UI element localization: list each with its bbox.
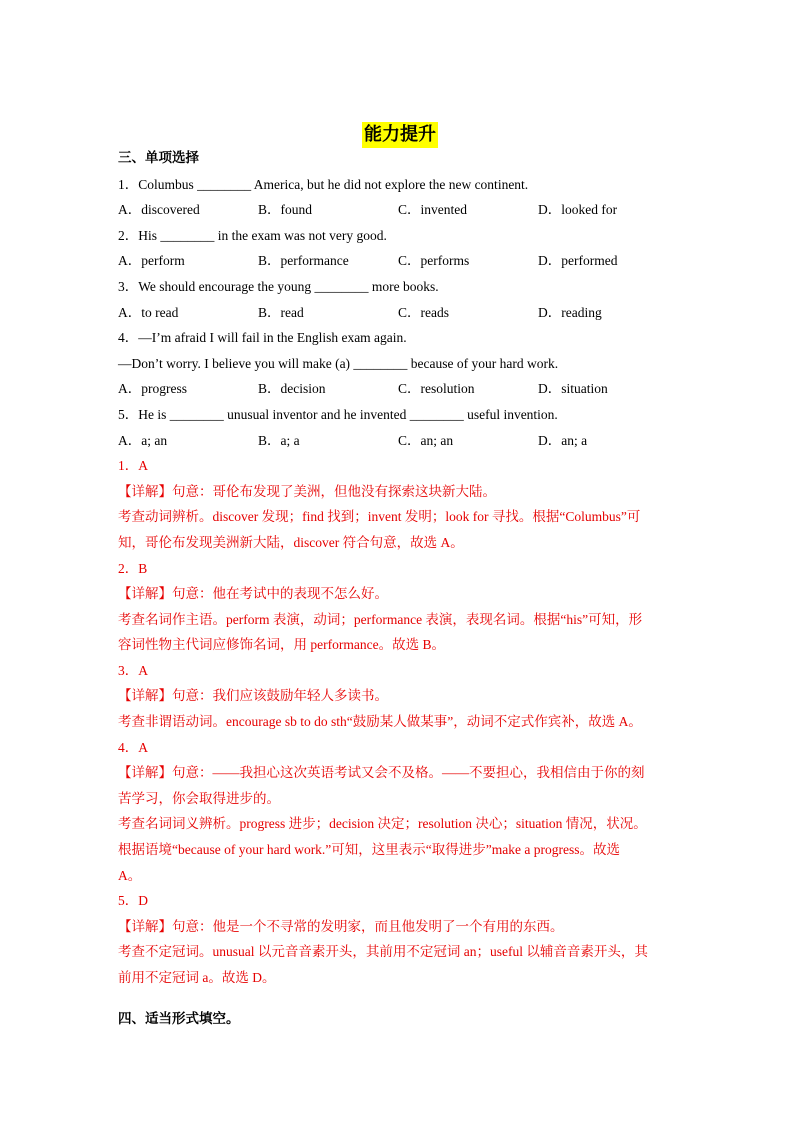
content [118, 146, 688, 991]
option-d: D．performed [538, 253, 618, 269]
answer-explanation: 【详解】句意：哥伦布发现了美洲，但他没有探索这块新大陆。 [118, 483, 496, 499]
answer-3 [118, 658, 688, 735]
option-b: B．a; a [258, 432, 300, 448]
answer-section [118, 453, 688, 990]
option-c: C．an; an [398, 432, 454, 448]
option-c: C．performs [398, 253, 470, 269]
option-c: C．resolution [398, 381, 475, 397]
answer-2 [118, 556, 688, 658]
option-a: A．perform [118, 253, 185, 269]
answer-explanation: A。 [118, 867, 142, 883]
answer-explanation: 考查名词词义辨析。progress 进步；decision 决定；resolution 决心；situation 情况，状况。 [118, 816, 647, 832]
answer-4 [118, 735, 688, 889]
title-wrap [0, 122, 800, 148]
answer-1 [118, 453, 688, 555]
question-text: 1．Columbus ________ America, but he did not explore the new continent. [118, 176, 529, 192]
answer-explanation: 前用不定冠词 a。故选 D。 [118, 970, 276, 985]
answer-explanation: 考查不定冠词。unusual 以元音音素开头，其前用不定冠词 an；useful 以辅音音素开头，其 [118, 944, 648, 960]
option-b: B．found [258, 202, 312, 218]
option-c: C．invented [398, 202, 467, 218]
question-options [118, 428, 688, 454]
option-c: C．reads [398, 304, 449, 320]
section-heading-4: 四、适当形式填空。 [118, 1011, 240, 1027]
option-d: D．looked for [538, 202, 618, 218]
question-1 [118, 172, 688, 223]
question-2 [118, 223, 688, 274]
answer-explanation: 【详解】句意：我们应该鼓励年轻人多读书。 [118, 688, 388, 704]
question-3 [118, 274, 688, 325]
question-text: 5．He is ________ unusual inventor and he invented ________ useful invention. [118, 406, 558, 422]
question-text: 3．We should encourage the young ________ more books. [118, 278, 439, 294]
answer-key: 4．A [118, 739, 148, 755]
option-d: D．an; a [538, 432, 588, 448]
section-heading-3: 三、单项选择 [118, 150, 199, 166]
question-options [118, 197, 688, 223]
option-d: D．reading [538, 304, 602, 320]
answer-explanation: 【详解】句意：——我担心这次英语考试又会不及格。——不要担心，我相信由于你的刻 [118, 765, 645, 781]
question-text: 2．His ________ in the exam was not very good. [118, 227, 387, 243]
question-4 [118, 325, 688, 402]
question-text: —Don’t worry. I believe you will make (a) ________ because of your hard work. [118, 355, 559, 371]
answer-explanation: 考查动词辨析。discover 发现；find 找到；invent 发明；look for 寻找。根据“Columbus”可 [118, 509, 641, 525]
option-a: A．to read [118, 304, 179, 320]
question-text: 4．—I’m afraid I will fail in the English exam again. [118, 330, 407, 346]
question-options [118, 248, 688, 274]
option-b: B．decision [258, 381, 326, 397]
answer-5 [118, 888, 688, 990]
answer-explanation: 考查非谓语动词。encourage sb to do sth“鼓励某人做某事”，动词不定式作宾补，故选 A。 [118, 714, 642, 730]
option-a: A．discovered [118, 202, 200, 218]
answer-explanation: 苦学习，你会取得进步的。 [118, 790, 280, 806]
answer-key: 3．A [118, 662, 148, 678]
option-a: A．a; an [118, 432, 168, 448]
page-title: 能力提升 [362, 122, 438, 148]
answer-key: 5．D [118, 893, 148, 909]
question-options [118, 300, 688, 326]
answer-explanation: 根据语境“because of your hard work.”可知，这里表示“取得进步”make a progress。故选 [118, 842, 621, 858]
answer-explanation: 【详解】句意：他在考试中的表现不怎么好。 [118, 586, 388, 602]
answer-explanation: 容词性物主代词应修饰名词，用 performance。故选 B。 [118, 637, 445, 653]
question-5 [118, 402, 688, 453]
answer-explanation: 知，哥伦布发现美洲新大陆，discover 符合句意，故选 A。 [118, 534, 464, 550]
answer-explanation: 考查名词作主语。perform 表演，动词；performance 表演，表现名词。根据“his”可知，形 [118, 611, 643, 627]
option-a: A．progress [118, 381, 187, 397]
answer-key: 1．A [118, 458, 148, 474]
option-b: B．read [258, 304, 304, 320]
option-d: D．situation [538, 381, 608, 397]
option-b: B．performance [258, 253, 349, 269]
answer-explanation: 【详解】句意：他是一个不寻常的发明家，而且他发明了一个有用的东西。 [118, 918, 564, 934]
answer-key: 2．B [118, 560, 148, 576]
question-options [118, 376, 688, 402]
